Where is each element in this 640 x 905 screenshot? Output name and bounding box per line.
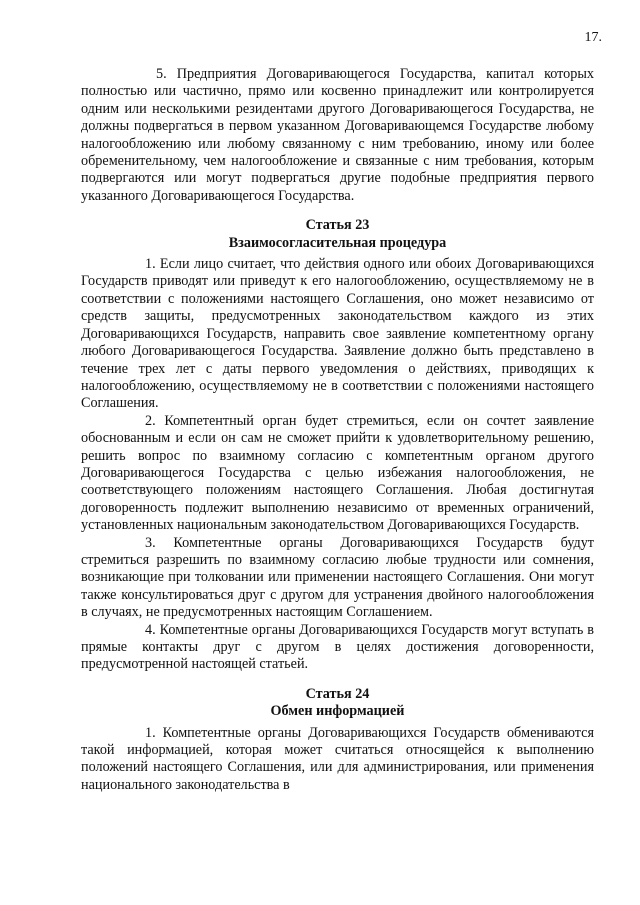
document-body (81, 66, 594, 794)
article-24-paragraph-1: 1. Компетентные органы Договаривающихся Государств обмениваются такой информацией, которая может считаться относящейся к выполнению положений настоящего Соглашения, или для администрирования, или применения национального законодательства в (81, 724, 594, 793)
article-23-paragraph-4: 4. Компетентные органы Договаривающихся Государств могут вступать в прямые контакты друг с другом в целях достижения договоренности, предусмотренной настоящей статьей. (81, 621, 594, 673)
article-23-title: Взаимосогласительная процедура (228, 234, 447, 251)
page-number: 17. (584, 30, 602, 45)
article-23-paragraph-1: 1. Если лицо считает, что действия одного или обоих Договаривающихся Государств приводят или приведут к его налогообложению, осуществляемому не в соответствии с положениями настоящего Соглашения, оно может независимо от средств защиты, предусмотренных законодательством каждого из этих Договаривающихся Государств, направить свое заявление компетентному органу любого Договаривающегося Государства. Заявление должно быть представлено в течение трех лет с даты первого уведомления о действиях, приводящих к налогообложению, осуществляемому не в соответствии с положениями настоящего Соглашения. (81, 256, 594, 412)
article-23-number: Статья 23 (305, 217, 370, 234)
article-24-number: Статья 24 (305, 685, 370, 702)
article-24-title: Обмен информацией (270, 703, 405, 720)
paragraph-5-enterprises: 5. Предприятия Договаривающегося Государства, капитал которых полностью или частично, прямо или косвенно принадлежит или контролируется одним или несколькими резидентами другого Договаривающегося Государства, не должны подвергаться в первом указанном Договаривающемся Государстве любому налогообложению или любому связанному с ним требованию, иному или более обременительному, чем налогообложение и связанные с ним требования, которым подвергаются или могут подвергаться другие подобные предприятия первого указанного Договаривающегося Государства. (81, 66, 594, 204)
article-23-paragraph-3: 3. Компетентные органы Договаривающихся Государств будут стремиться разрешить по взаимному согласию любые трудности или сомнения, возникающие при толковании или применении настоящего Соглашения. Они могут также консультироваться друг с другом для устранения двойного налогообложения в случаях, не предусмотренных настоящим Соглашением. (81, 534, 594, 621)
article-23-paragraph-2: 2. Компетентный орган будет стремиться, если он сочтет заявление обоснованным и если он сам не сможет прийти к удовлетворительному решению, решить вопрос по взаимному согласию с компетентным органом другого Договаривающегося Государства с целью избежания налогообложения, не соответствующего положениям настоящего Соглашения. Любая достигнутая договоренность подлежит выполнению независимо от временных ограничений, установленных национальным законодательством Договаривающихся Государств. (81, 412, 594, 534)
